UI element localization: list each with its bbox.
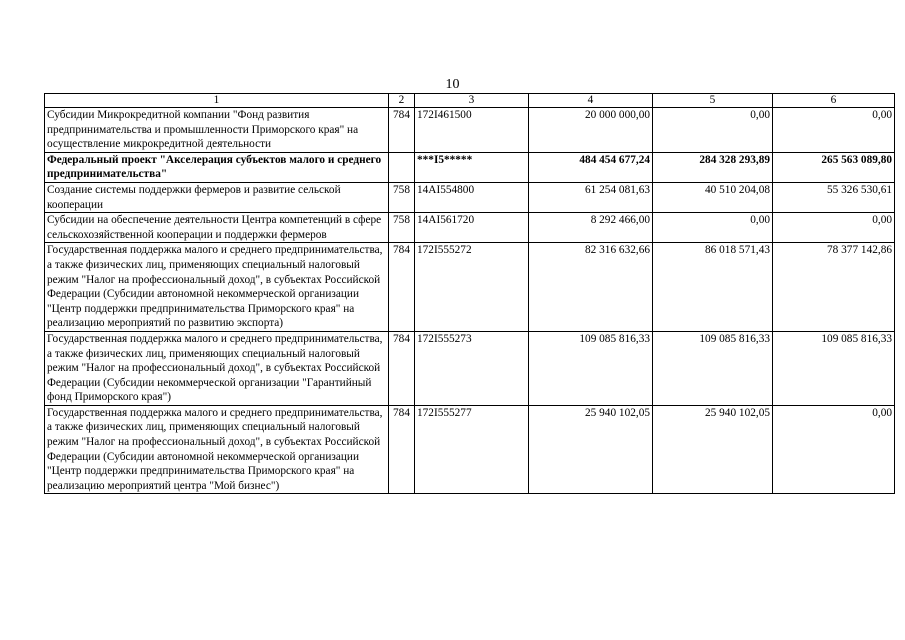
- row-value-3: 55 326 530,61: [773, 182, 895, 212]
- row-code: 784: [389, 405, 415, 494]
- row-kcsr: 172I461500: [415, 108, 529, 153]
- row-name: Государственная поддержка малого и среднего предпринимательства, а также физических лиц, применяющих специальный налоговый режим "Налог на профессиональный доход", в субъектах Российской Федерации (Субсидии некоммерческой организации "Гарантийный фонд Приморского края"): [45, 331, 389, 405]
- row-kcsr: ***I5*****: [415, 152, 529, 182]
- row-code: 758: [389, 182, 415, 212]
- row-value-2: 284 328 293,89: [653, 152, 773, 182]
- row-code: 784: [389, 108, 415, 153]
- row-value-1: 484 454 677,24: [529, 152, 653, 182]
- row-code: 784: [389, 243, 415, 332]
- header-col-2: 2: [389, 94, 415, 108]
- row-kcsr: 14AI554800: [415, 182, 529, 212]
- row-value-1: 25 940 102,05: [529, 405, 653, 494]
- row-name: Государственная поддержка малого и среднего предпринимательства, а также физических лиц, применяющих специальный налоговый режим "Налог на профессиональный доход", в субъектах Российской Федерации (Субсидии автономной некоммерческой организации "Центр поддержки предпринимательства Приморского края" на реализацию мероприятий центра "Мой бизнес"): [45, 405, 389, 494]
- row-kcsr: 172I555272: [415, 243, 529, 332]
- table-row: [45, 108, 895, 153]
- row-value-2: 109 085 816,33: [653, 331, 773, 405]
- header-row: [45, 94, 895, 108]
- row-name: Государственная поддержка малого и среднего предпринимательства, а также физических лиц, применяющих специальный налоговый режим "Налог на профессиональный доход", в субъектах Российской Федерации (Субсидии автономной некоммерческой организации "Центр поддержки предпринимательства Приморского края" на реализацию мероприятий по развитию экспорта): [45, 243, 389, 332]
- row-name: Федеральный проект "Акселерация субъектов малого и среднего предпринимательства": [45, 152, 389, 182]
- row-name: Субсидии Микрокредитной компании "Фонд развития предпринимательства и промышленности Приморского края" на осуществление микрокредитной деятельности: [45, 108, 389, 153]
- table-row: [45, 243, 895, 332]
- header-col-5: 5: [653, 94, 773, 108]
- row-value-2: 40 510 204,08: [653, 182, 773, 212]
- header-col-3: 3: [415, 94, 529, 108]
- row-value-3: 0,00: [773, 213, 895, 243]
- row-name: Создание системы поддержки фермеров и развитие сельской кооперации: [45, 182, 389, 212]
- row-kcsr: 172I555273: [415, 331, 529, 405]
- row-value-3: 0,00: [773, 108, 895, 153]
- row-value-2: 25 940 102,05: [653, 405, 773, 494]
- table-row: [45, 331, 895, 405]
- table-row: [45, 182, 895, 212]
- row-value-2: 86 018 571,43: [653, 243, 773, 332]
- row-value-1: 109 085 816,33: [529, 331, 653, 405]
- row-code: 758: [389, 213, 415, 243]
- row-value-1: 20 000 000,00: [529, 108, 653, 153]
- row-value-2: 0,00: [653, 213, 773, 243]
- row-value-1: 61 254 081,63: [529, 182, 653, 212]
- page-number: 10: [445, 77, 460, 92]
- row-value-3: 109 085 816,33: [773, 331, 895, 405]
- row-kcsr: 14AI561720: [415, 213, 529, 243]
- table-row: [45, 152, 895, 182]
- header-col-1: 1: [45, 94, 389, 108]
- header-col-4: 4: [529, 94, 653, 108]
- header-col-6: 6: [773, 94, 895, 108]
- row-value-3: 265 563 089,80: [773, 152, 895, 182]
- row-value-2: 0,00: [653, 108, 773, 153]
- row-code: [389, 152, 415, 182]
- row-value-1: 82 316 632,66: [529, 243, 653, 332]
- row-code: 784: [389, 331, 415, 405]
- row-value-3: 78 377 142,86: [773, 243, 895, 332]
- budget-table: [44, 93, 895, 494]
- table-row: [45, 213, 895, 243]
- row-value-3: 0,00: [773, 405, 895, 494]
- table-row: [45, 405, 895, 494]
- row-value-1: 8 292 466,00: [529, 213, 653, 243]
- row-kcsr: 172I555277: [415, 405, 529, 494]
- row-name: Субсидии на обеспечение деятельности Центра компетенций в сфере сельскохозяйственной кооперации и поддержки фермеров: [45, 213, 389, 243]
